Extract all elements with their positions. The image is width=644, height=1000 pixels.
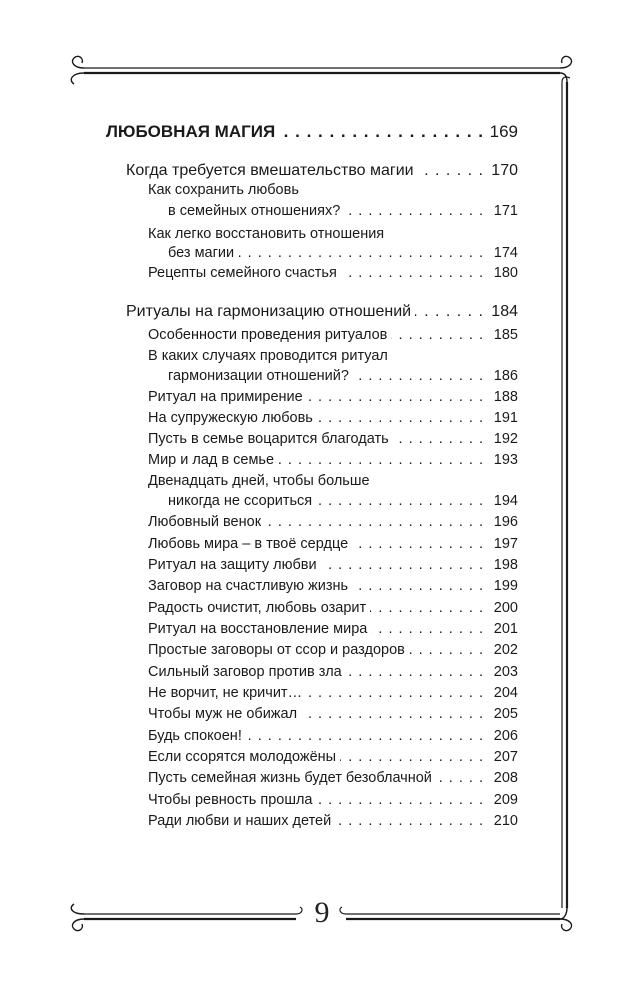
toc-item-entry[interactable] [106, 410, 518, 426]
toc-entry-title: Ради любви и наших детей [148, 813, 332, 829]
toc-item-entry[interactable] [106, 792, 518, 808]
toc-entry-title: Рецепты семейного счастья [148, 265, 337, 281]
toc-entry-title-line1: Как легко восстановить отношения [148, 226, 385, 242]
toc-item-entry[interactable] [106, 749, 518, 765]
toc-entry-page: 192 [493, 431, 518, 447]
toc-entry-page: 196 [493, 514, 518, 530]
toc-entry-title: Когда требуется вмешательство магии [126, 162, 414, 179]
toc-entry-title: Ритуал на восстановление мира [148, 621, 368, 637]
leader-dots [436, 772, 484, 787]
leader-dots [306, 687, 484, 702]
leader-dots [409, 644, 484, 659]
toc-entry-page: 194 [493, 493, 518, 509]
leader-dots [352, 538, 484, 553]
toc-entry-page: 170 [491, 162, 518, 179]
toc-section-entry[interactable] [106, 303, 518, 321]
toc-entry-page: 169 [489, 122, 518, 141]
leader-dots [316, 794, 484, 809]
toc-item-entry[interactable] [106, 514, 518, 530]
toc-item-entry[interactable] [106, 770, 518, 786]
toc-entry-title-line1: В каких случаях проводится ритуал [148, 348, 388, 364]
leader-dots [238, 247, 484, 262]
toc-entry-title: Ритуалы на гармонизацию отношений [126, 303, 412, 320]
toc-entry-page: 174 [493, 245, 518, 261]
leader-dots [340, 751, 484, 766]
toc-entry-title: Мир и лад в семье [148, 452, 275, 468]
leader-dots [246, 730, 484, 745]
toc-entry-title-line2: без магии [168, 245, 235, 261]
toc-entry-page: 186 [493, 368, 518, 384]
toc-entry-page: 206 [493, 728, 518, 744]
toc-entry-page: 171 [493, 203, 518, 219]
toc-entry-title: Любовь мира – в твоё сердце [148, 536, 349, 552]
toc-item-entry[interactable] [106, 706, 518, 722]
toc-entry-title-line2: никогда не ссориться [168, 493, 313, 509]
toc-item-entry[interactable] [106, 265, 518, 281]
toc-entry-title: Не ворчит, не кричит… [148, 685, 303, 701]
toc-entry-page: 193 [493, 452, 518, 468]
toc-entry-title: Ритуал на примирение [148, 389, 303, 405]
toc-entry-page: 202 [493, 642, 518, 658]
toc-item-entry[interactable] [106, 203, 518, 219]
toc-entry-title: На супружескую любовь [148, 410, 313, 426]
toc-entry-page: 191 [493, 410, 518, 426]
leader-dots [344, 205, 484, 220]
leader-dots [301, 708, 484, 723]
toc-item-entry[interactable] [106, 368, 518, 384]
toc-item-entry[interactable] [106, 600, 518, 616]
toc-entry-title: Сильный заговор против зла [148, 664, 342, 680]
toc-entry-title: Чтобы муж не обижал [148, 706, 298, 722]
leader-dots [317, 412, 484, 427]
toc-entry-page: 207 [493, 749, 518, 765]
leader-dots [370, 602, 484, 617]
leader-dots [353, 370, 484, 385]
toc-entry-page: 184 [491, 303, 518, 320]
leader-dots [265, 516, 484, 531]
toc-item-entry[interactable] [106, 813, 518, 829]
leader-dots [352, 580, 484, 595]
toc-item-entry[interactable] [106, 685, 518, 701]
leader-dots [341, 267, 484, 282]
leader-dots [393, 433, 484, 448]
toc-entry-page: 205 [493, 706, 518, 722]
leader-dots [371, 623, 484, 638]
toc-entry-title: Заговор на счастливую жизнь [148, 578, 349, 594]
toc-entry-page: 185 [493, 327, 518, 343]
toc-entry-page: 200 [493, 600, 518, 616]
leader-dots [307, 391, 484, 406]
leader-dots [415, 305, 484, 321]
toc-item-entry[interactable] [106, 493, 518, 509]
toc-entry-title-line2: гармонизации отношений? [168, 368, 349, 384]
toc-entry-title: Особенности проведения ритуалов [148, 327, 388, 343]
toc-item-entry[interactable] [106, 389, 518, 405]
toc-section-entry[interactable] [106, 162, 518, 180]
toc-entry-page: 209 [493, 792, 518, 808]
toc-entry-title: Любовный венок [148, 514, 262, 530]
toc-entry-page: 197 [493, 536, 518, 552]
toc-entry-page: 198 [493, 557, 518, 573]
leader-dots [278, 454, 484, 469]
leader-dots [391, 329, 484, 344]
leader-dots [321, 559, 484, 574]
toc-item-entry[interactable] [106, 431, 518, 447]
leader-dots [316, 495, 484, 510]
toc-item-entry[interactable] [106, 327, 518, 343]
toc-item-entry[interactable] [106, 642, 518, 658]
toc-entry-page: 208 [493, 770, 518, 786]
toc-entry-page: 180 [493, 265, 518, 281]
toc-item-entry[interactable] [106, 245, 518, 261]
leader-dots [346, 666, 484, 681]
toc-entry-title: Пусть семейная жизнь будет безоблачной [148, 770, 432, 786]
toc-entry-title: Простые заговоры от ссор и раздоров [148, 642, 405, 658]
toc-item-entry[interactable] [106, 536, 518, 552]
leader-dots [279, 125, 484, 142]
toc-item-entry[interactable] [106, 578, 518, 594]
toc-item-entry[interactable] [106, 621, 518, 637]
toc-entry-page: 210 [493, 813, 518, 829]
toc-entry-page: 204 [493, 685, 518, 701]
toc-entry-title-line2: в семейных отношениях? [168, 203, 341, 219]
toc-entry-title: ЛЮБОВНАЯ МАГИЯ [106, 122, 276, 141]
toc-entry-title: Ритуал на защиту любви [148, 557, 317, 573]
toc-entry-page: 201 [493, 621, 518, 637]
page-number: 9 [314, 896, 330, 929]
toc-entry-title: Радость очистит, любовь озарит [148, 600, 367, 616]
toc-entry-page: 188 [493, 389, 518, 405]
toc-chapter-entry[interactable] [106, 122, 518, 142]
toc-entry-page: 199 [493, 578, 518, 594]
toc-item-entry[interactable] [106, 452, 518, 468]
toc-item-entry[interactable] [106, 728, 518, 744]
toc-item-entry[interactable] [106, 557, 518, 573]
toc-item-entry[interactable] [106, 664, 518, 680]
toc-entry-title: Чтобы ревность прошла [148, 792, 313, 808]
toc-entry-title: Будь спокоен! [148, 728, 242, 744]
toc-entry-page: 203 [493, 664, 518, 680]
toc-entry-title-line1: Как сохранить любовь [148, 182, 299, 198]
toc-entry-title: Если ссорятся молодожёны [148, 749, 337, 765]
leader-dots [335, 815, 484, 830]
toc-entry-title-line1: Двенадцать дней, чтобы больше [148, 473, 370, 489]
toc-entry-title: Пусть в семье воцарится благодать [148, 431, 389, 447]
leader-dots [418, 164, 484, 180]
